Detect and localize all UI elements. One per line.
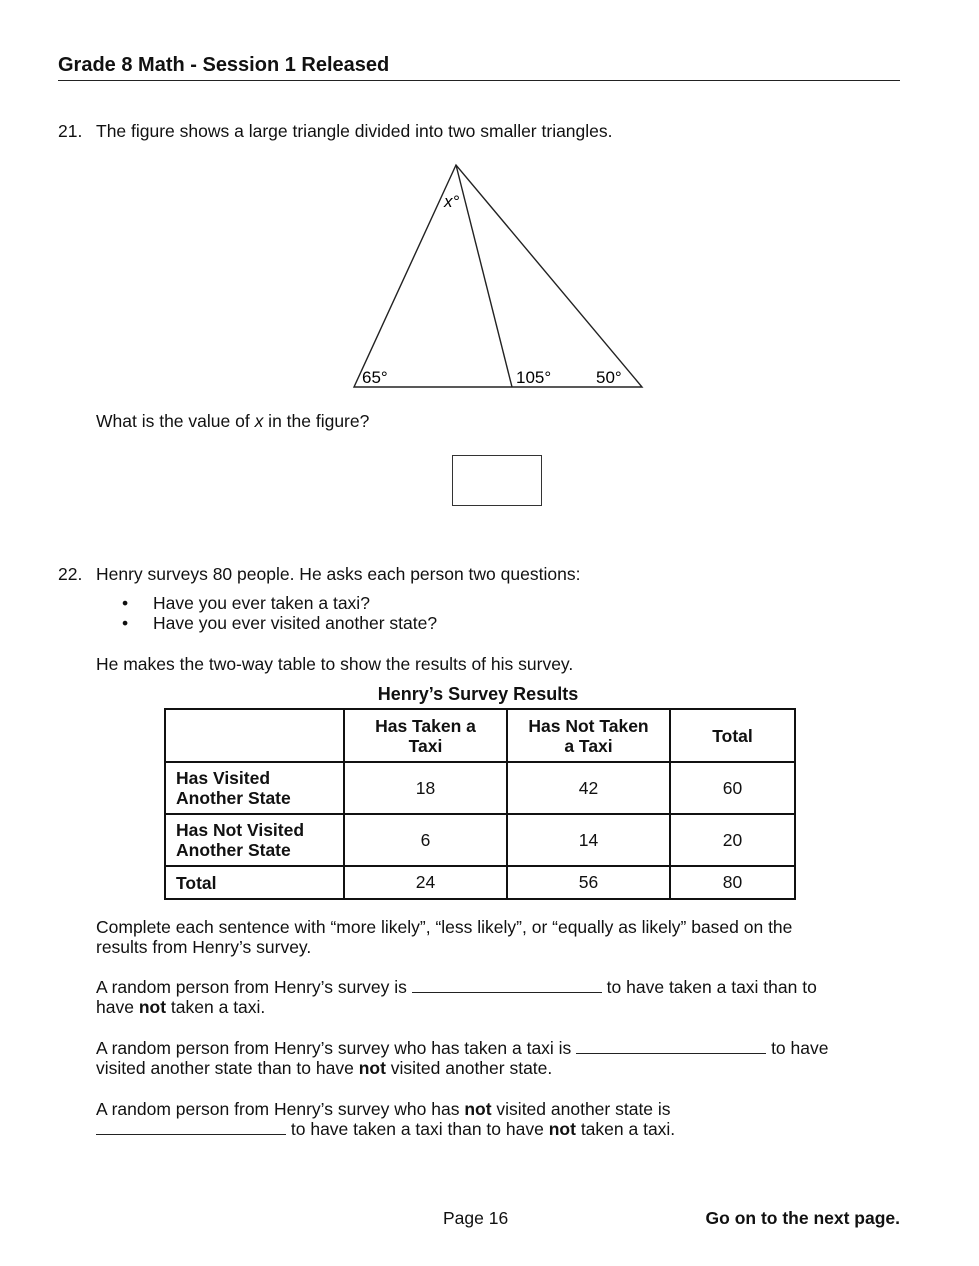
blank-answer-3[interactable] [96, 1120, 286, 1135]
table-cell: 56 [507, 866, 670, 899]
ask-after: in the figure? [263, 411, 370, 431]
survey-table [164, 708, 796, 900]
angle-label-x: x° [444, 192, 460, 211]
bullet-text: Have you ever taken a taxi? [153, 593, 370, 613]
table-corner-cell [165, 709, 344, 762]
table-cell: 14 [507, 814, 670, 866]
question-21-ask [96, 411, 369, 431]
list-item [122, 613, 437, 633]
table-title: Henry’s Survey Results [377, 684, 579, 704]
row-header-visited: Has Visited Another State [165, 762, 344, 814]
question-21-prompt: The figure shows a large triangle divided into two smaller triangles. [96, 121, 613, 141]
angle-label-65: 65° [362, 368, 388, 387]
question-21-number: 21. [58, 121, 83, 141]
row-header-total: Total [165, 866, 344, 899]
table-row [165, 814, 795, 866]
answer-input-box[interactable] [452, 455, 542, 506]
bullet-icon: • [122, 613, 129, 633]
angle-label-50: 50° [596, 368, 622, 387]
header-title: Grade 8 Math - Session 1 Released [58, 54, 390, 76]
sentence-2: A random person from Henry’s survey who has taken a taxi is to have visited another state than to have not visited another state. [96, 1038, 829, 1078]
blank-answer-1[interactable] [412, 978, 602, 993]
table-cell: 18 [344, 762, 507, 814]
sentence-1: A random person from Henry’s survey is to have taken a taxi than to have not taken a taxi. [96, 977, 817, 1017]
angle-label-105: 105° [516, 368, 552, 387]
table-row [165, 762, 795, 814]
table-cell: 6 [344, 814, 507, 866]
row-header-not-visited: Has Not Visited Another State [165, 814, 344, 866]
blank-answer-2[interactable] [576, 1039, 766, 1054]
bullet-icon: • [122, 593, 129, 613]
table-header-row [165, 709, 795, 762]
question-22-number: 22. [58, 564, 83, 584]
table-cell: 60 [670, 762, 795, 814]
table-cell: 80 [670, 866, 795, 899]
large-triangle [354, 165, 642, 387]
page-number: Page 16 [443, 1208, 509, 1228]
table-row [165, 866, 795, 899]
ask-variable: x [254, 411, 264, 431]
list-item [122, 593, 437, 613]
triangle-figure [340, 155, 660, 395]
sentence-3: A random person from Henry’s survey who has not visited another state is to have taken a taxi than to have not taken a taxi. [96, 1099, 676, 1139]
table-cell: 20 [670, 814, 795, 866]
question-list [122, 593, 437, 633]
next-page-note: Go on to the next page. [705, 1208, 900, 1228]
instruction-text: Complete each sentence with “more likely”, “less likely”, or “equally as likely” based on the results from Henry’s survey. [96, 917, 793, 957]
bullet-text: Have you ever visited another state? [153, 613, 438, 633]
col-header-total: Total [670, 709, 795, 762]
ask-before: What is the value of [96, 411, 255, 431]
col-header-not-taken-taxi: Has Not Taken a Taxi [507, 709, 670, 762]
question-22-prompt: Henry surveys 80 people. He asks each person two questions: [96, 564, 581, 584]
table-cell: 24 [344, 866, 507, 899]
table-intro: He makes the two-way table to show the results of his survey. [96, 654, 574, 674]
table-cell: 42 [507, 762, 670, 814]
col-header-taken-taxi: Has Taken a Taxi [344, 709, 507, 762]
page-header [58, 54, 900, 81]
